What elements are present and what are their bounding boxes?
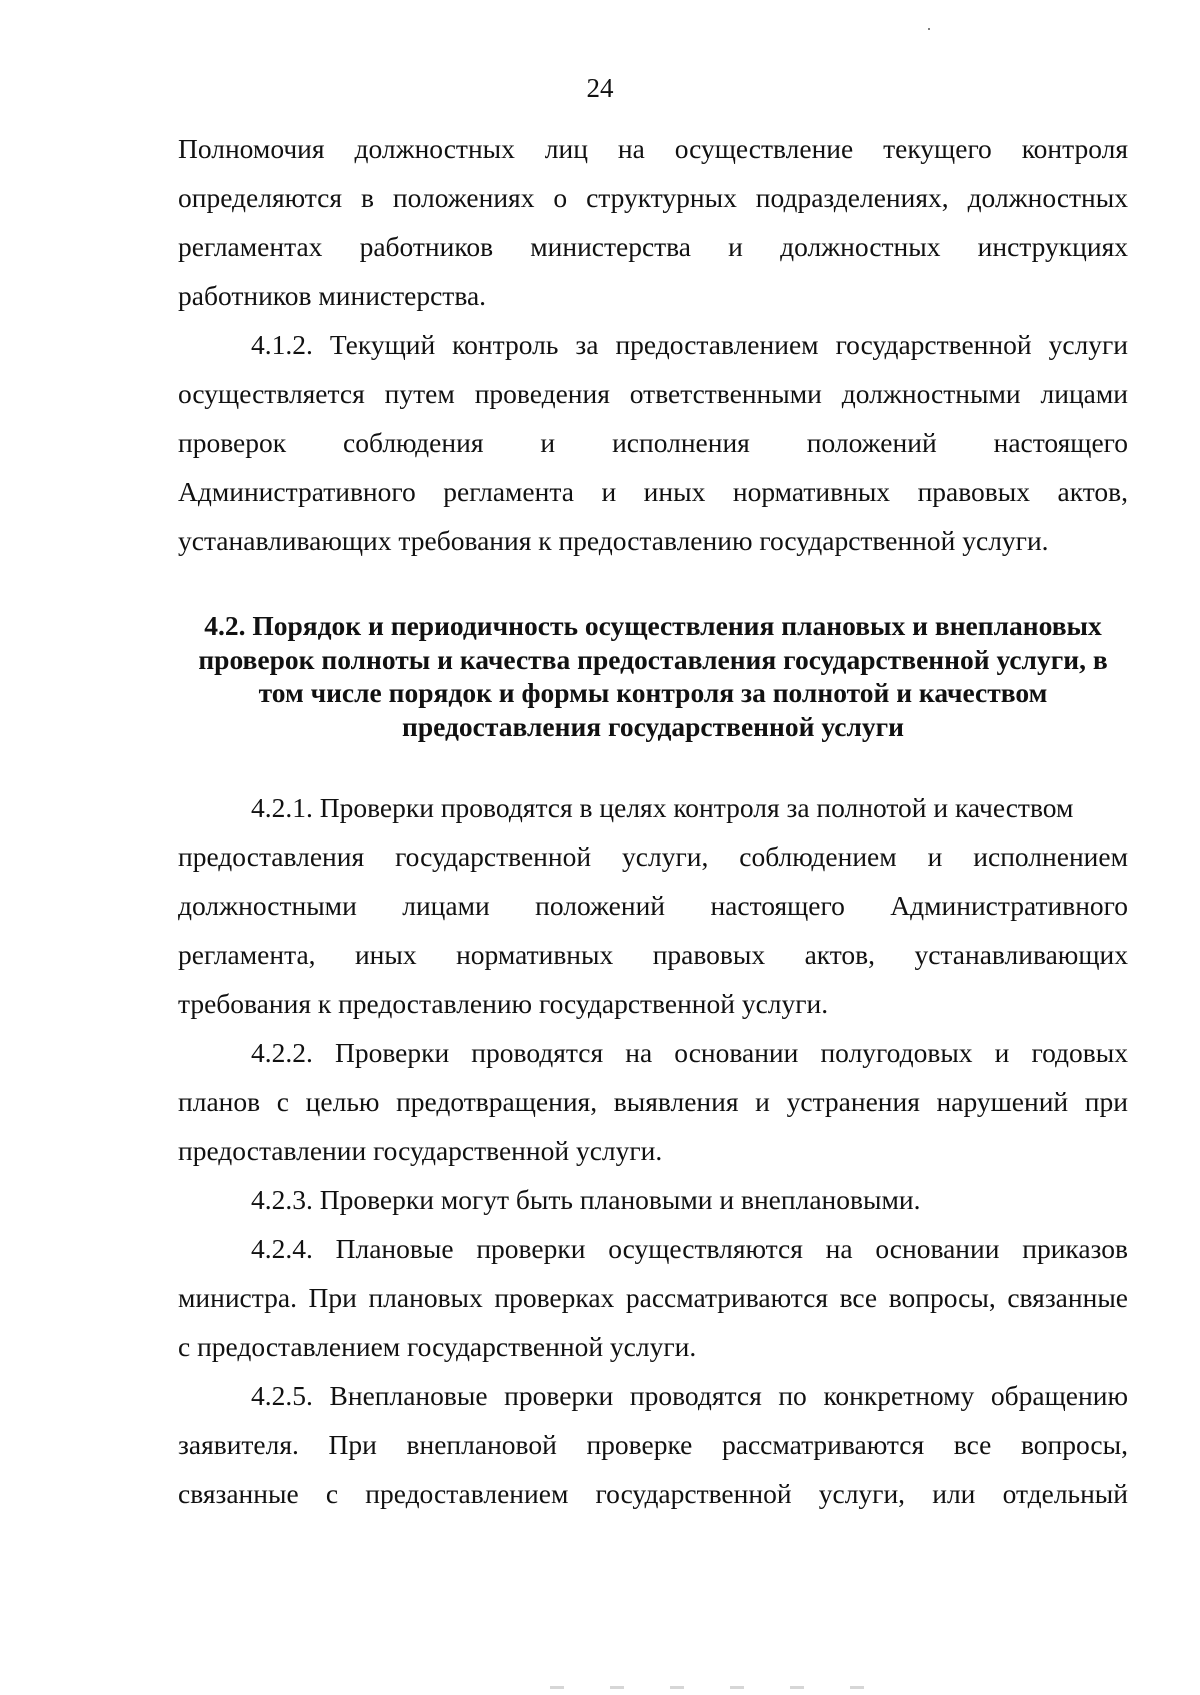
text-line: 4.2.4. Плановые проверки осуществляются на основании приказов xyxy=(251,1233,1128,1264)
text-line: планов с целью предотвращения, выявления и устранения нарушений при xyxy=(178,1086,1128,1117)
page-number: 24 xyxy=(586,73,614,103)
text-line: 4.1.2. Текущий контроль за предоставлением государственной услуги xyxy=(251,329,1128,360)
paragraph-4-1-2 xyxy=(178,320,1128,565)
text-line: 4.2.5. Внеплановые проверки проводятся по конкретному обращению xyxy=(251,1380,1128,1411)
text-line: работников министерства. xyxy=(178,280,487,311)
text-line: 4.2.1. Проверки проводятся в целях контроля за полнотой и качеством xyxy=(251,792,1074,823)
section-heading-4-2 xyxy=(178,609,1128,743)
paragraph-4-1-1-continuation xyxy=(178,124,1128,320)
text-line: Полномочия должностных лиц на осуществление текущего контроля xyxy=(178,133,1128,164)
text-line: определяются в положениях о структурных подразделениях, должностных xyxy=(178,182,1128,213)
heading-line: том числе порядок и формы контроля за полнотой и качеством xyxy=(258,677,1048,708)
scan-artifact-marks xyxy=(550,1686,880,1689)
text-line: проверок соблюдения и исполнения положений настоящего xyxy=(178,427,1128,458)
text-line: заявителя. При внеплановой проверке рассматриваются все вопросы, xyxy=(178,1429,1128,1460)
text-line: регламента, иных нормативных правовых актов, устанавливающих xyxy=(178,939,1128,970)
text-line: 4.2.3. Проверки могут быть плановыми и внеплановыми. xyxy=(251,1184,921,1215)
paragraphs-4-2-1-to-4-2-5 xyxy=(178,783,1128,1518)
text-line: предоставлении государственной услуги. xyxy=(178,1135,663,1166)
scan-artifact-dot xyxy=(928,28,930,30)
text-line: предоставления государственной услуги, соблюдением и исполнением xyxy=(178,841,1128,872)
text-line: связанные с предоставлением государственной услуги, или отдельный xyxy=(178,1478,1128,1509)
text-line: министра. При плановых проверках рассматриваются все вопросы, связанные xyxy=(178,1282,1128,1313)
text-line: устанавливающих требования к предоставлению государственной услуги. xyxy=(178,525,1049,556)
text-line: требования к предоставлению государственной услуги. xyxy=(178,988,829,1019)
heading-line: проверок полноты и качества предоставления государственной услуги, в xyxy=(198,643,1108,675)
text-line: осуществляется путем проведения ответственными должностными лицами xyxy=(178,378,1128,409)
text-line: регламентах работников министерства и должностных инструкциях xyxy=(178,231,1128,262)
text-line: должностными лицами положений настоящего Административного xyxy=(178,890,1128,921)
heading-line: 4.2. Порядок и периодичность осуществления плановых и внеплановых xyxy=(204,610,1102,641)
heading-line: предоставления государственной услуги xyxy=(402,710,904,742)
text-line: с предоставлением государственной услуги. xyxy=(178,1331,697,1362)
text-line: Административного регламента и иных нормативных правовых актов, xyxy=(178,476,1128,507)
text-line: 4.2.2. Проверки проводятся на основании полугодовых и годовых xyxy=(251,1037,1128,1068)
